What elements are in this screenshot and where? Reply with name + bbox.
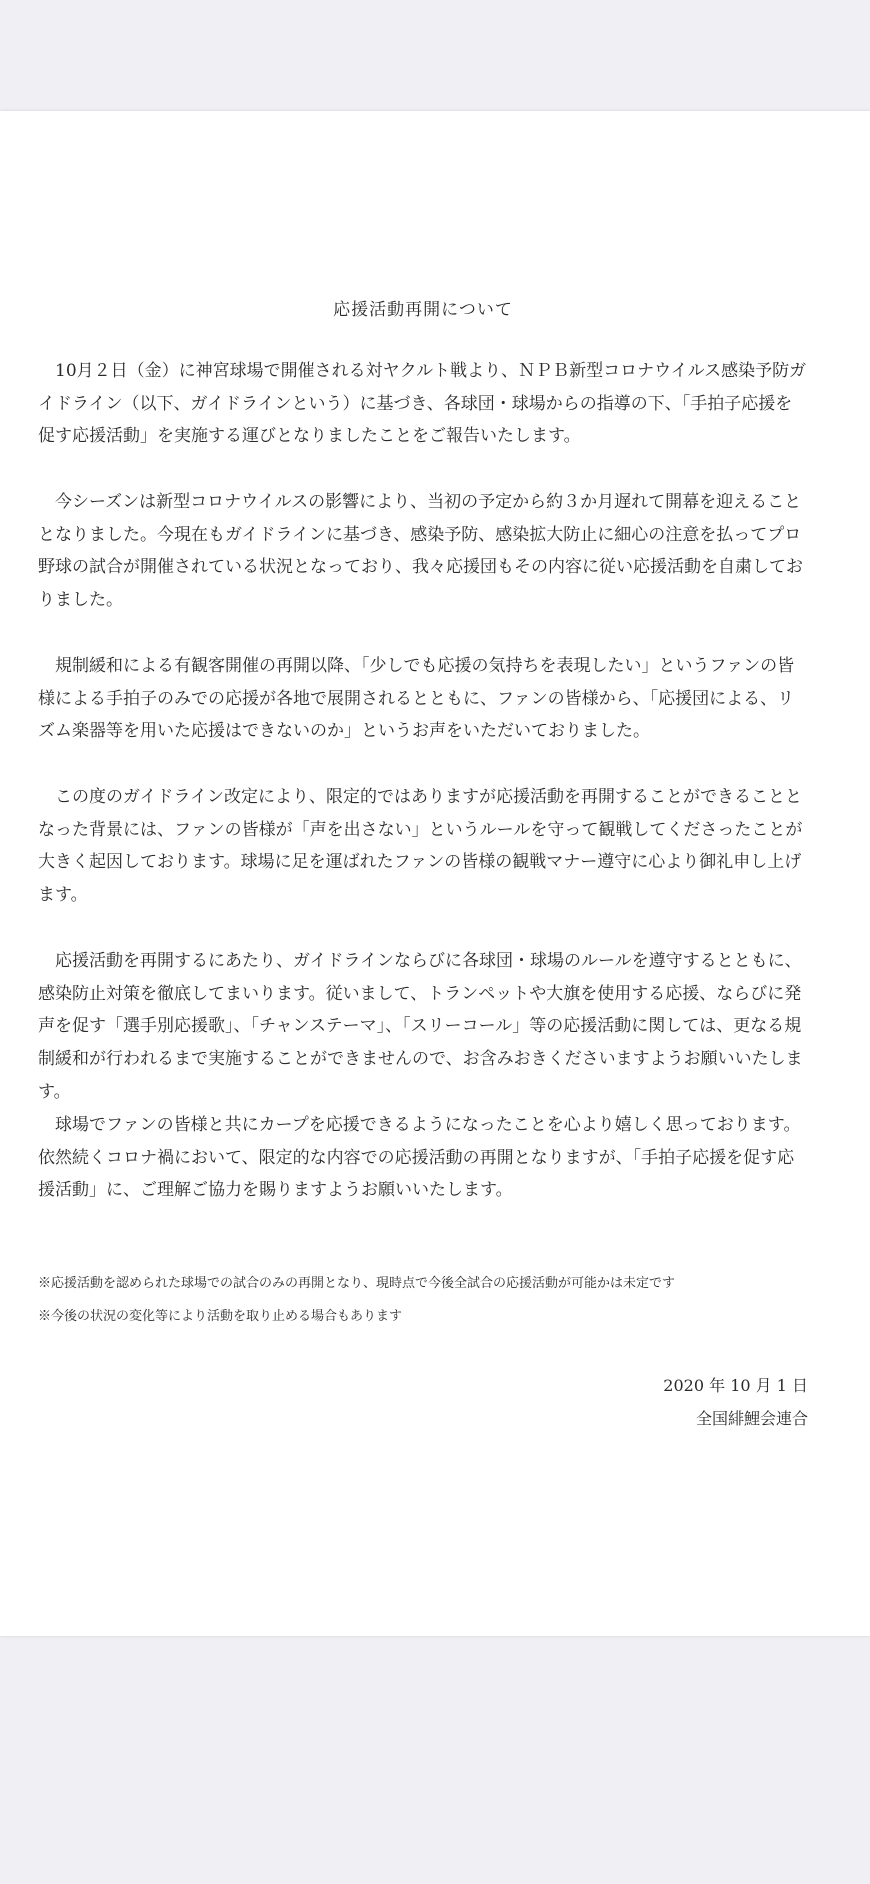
paragraph-4: この度のガイドライン改定により、限定的ではありますが応援活動を再開することができることとなった背景には、ファンの皆様が「声を出さない」というルールを守って観戦してくださったことが大きく起因しております。球場に足を運ばれたファンの皆様の観戦マナー遵守に心より御礼申し上げます。 [38,787,803,906]
paragraph-6: 球場でファンの皆様と共にカープを応援できるようになったことを心より嬉しく思っております。依然続くコロナ禍において、限定的な内容での応援活動の再開となりますが、「手拍子応援を促す応援活動」に、ご理解ご協力を賜りますようお願いいたします。 [38,1115,801,1201]
note-1: ※応援活動を認められた球場での試合のみの再開となり、現時点で今後全試合の応援活動が可能かは未定です [38,1276,676,1291]
paragraph-1: 10月２日（金）に神宮球場で開催される対ヤクルト戦より、ＮＰＢ新型コロナウイルス感染予防ガイドライン（以下、ガイドラインという）に基づき、各球団・球場からの指導の下、「手拍子応援を促す応援活動」を実施する運びとなりましたことをご報告いたします。 [38,361,807,447]
document-page [0,111,870,1636]
document-title: 応援活動再開について [333,300,513,320]
document-organization: 全国緋鯉会連合 [695,1409,808,1428]
paragraph-2: 今シーズンは新型コロナウイルスの影響により、当初の予定から約３か月遅れて開幕を迎えることとなりました。今現在もガイドラインに基づき、感染予防、感染拡大防止に細心の注意を払ってプロ野球の試合が開催されている状況となっており、我々応援団もその内容に従い応援活動を自粛しておりました。 [38,492,803,611]
paragraph-3: 規制緩和による有観客開催の再開以降、「少しでも応援の気持ちを表現したい」というファンの皆様による手拍子のみでの応援が各地で展開されるとともに、ファンの皆様から、「応援団による、リズム楽器等を用いた応援はできないのか」というお声をいただいておりました。 [38,656,795,742]
paragraph-5: 応援活動を再開するにあたり、ガイドラインならびに各球団・球場のルールを遵守するとともに、感染防止対策を徹底してまいります。従いまして、トランペットや大旗を使用する応援、ならびに発声を促す「選手別応援歌」、「チャンステーマ」、「スリーコール」等の応援活動に関しては、更なる規制緩和が行われるまで実施することができませんので、お含みおきくださいますようお願いいたします。 [38,951,803,1102]
note-2: ※今後の状況の変化等により活動を取り止める場合もあります [38,1309,403,1324]
document-date: 2020 年 10 月 1 日 [663,1376,808,1395]
